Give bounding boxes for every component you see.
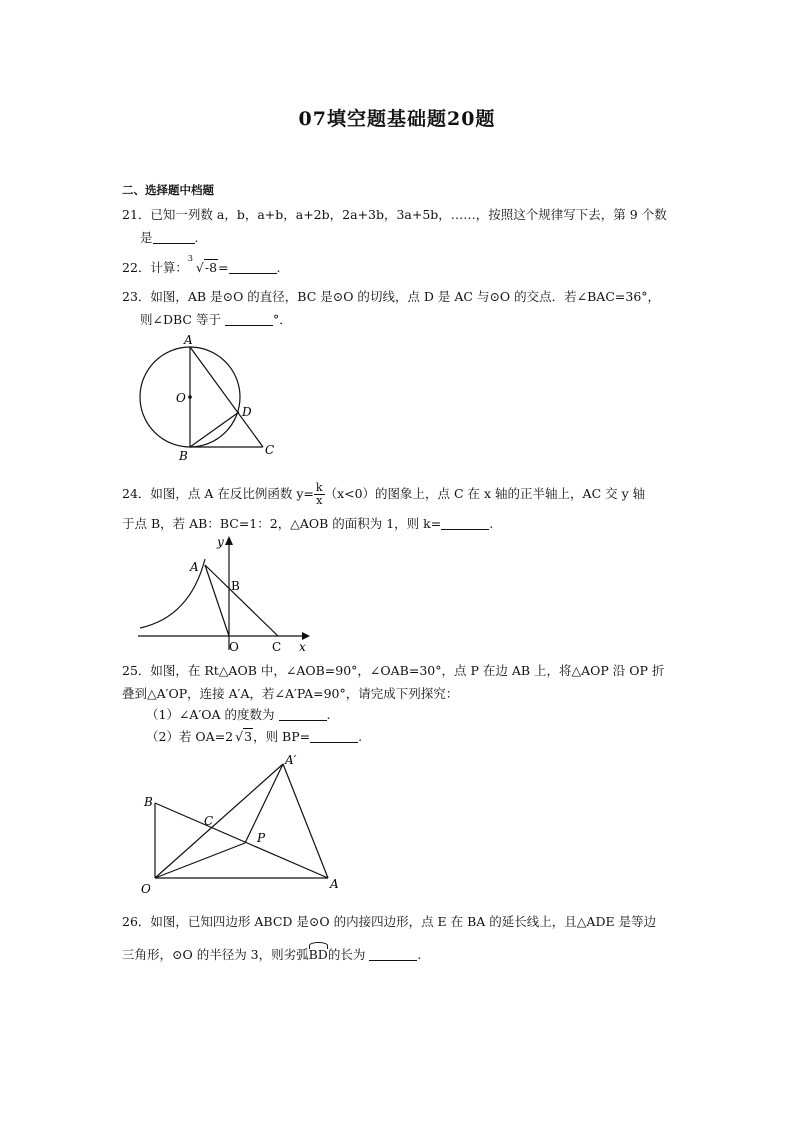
- q23-line2: [140, 310, 292, 328]
- q23-line1: 23．如图，AB 是⊙O 的直径，BC 是⊙O 的切线，点 D 是 AC 与⊙O 的交点．若∠BAC=36°，: [122, 289, 661, 304]
- q23-answer-blank[interactable]: [225, 313, 273, 326]
- q21-end: .: [194, 230, 199, 245]
- q26-text: 三角形，⊙O 的半径为 3，则劣弧: [122, 947, 309, 962]
- q25-line2: 叠到△A′OP，连接 A′A，若∠A′PA=90°，请完成下列探究：: [122, 686, 459, 701]
- q24-text3: 于点 B，若 AB：BC=1：2，△AOB 的面积为 1，则 k=: [122, 516, 442, 531]
- q21-answer-blank[interactable]: [153, 231, 195, 244]
- radicand: -8: [204, 260, 218, 275]
- q25-answer-blank-2[interactable]: [310, 730, 358, 743]
- segment-ba: [155, 803, 328, 878]
- q21-text: 是: [140, 230, 153, 245]
- q25-figure: [140, 750, 350, 898]
- q23-figure: [130, 330, 280, 465]
- label-d: D: [242, 405, 252, 419]
- q24-answer-blank[interactable]: [441, 517, 489, 530]
- label-b: B: [231, 579, 240, 593]
- radical-index: 3: [187, 254, 193, 263]
- label-o: O: [229, 640, 239, 654]
- q24-end: .: [489, 516, 494, 531]
- radicand: 3: [244, 729, 253, 744]
- label-c: C: [272, 640, 282, 654]
- page-title: 07填空题基础题20题: [298, 108, 496, 130]
- label-a1: A′: [285, 753, 297, 767]
- segment-oa1: [155, 764, 283, 878]
- segment-ao: [205, 565, 229, 636]
- label-b: B: [144, 795, 153, 809]
- radical-sign-icon: √: [195, 260, 204, 275]
- q23-end: °．: [272, 312, 292, 327]
- q22-prefix: 22．计算：: [122, 260, 188, 275]
- center-dot: [188, 395, 192, 399]
- q22-end: .: [276, 260, 281, 275]
- q25-sub2-end: .: [358, 729, 363, 744]
- segment-op: [155, 843, 245, 878]
- arc-bd: BD: [308, 947, 328, 962]
- label-o: O: [141, 882, 151, 896]
- q25-sub1-text: （1）∠A′OA 的度数为: [146, 707, 275, 722]
- q25-sub1: [146, 705, 331, 723]
- segment-bd: [190, 412, 239, 447]
- radical-sign-icon: √: [235, 729, 244, 744]
- q21-line1: 21．已知一列数 a，b，a+b，a+2b，2a+3b，3a+5b，……，按照这个规律写下去，第 9 个数: [122, 207, 667, 222]
- q26-answer-blank[interactable]: [369, 948, 417, 961]
- q24-text2: （x<0）的图象上，点 C 在 x 轴的正半轴上，AC 交 y 轴: [324, 486, 646, 501]
- q26-line1: 26．如图，已知四边形 ABCD 是⊙O 的内接四边形，点 E 在 BA 的延长线上，且△ADE 是等边: [122, 914, 657, 929]
- q22-answer-blank[interactable]: [229, 261, 277, 274]
- q25-sub2-text2: ，则 BP=: [253, 729, 311, 744]
- q24-figure: [138, 535, 318, 655]
- q23-text: 则∠DBC 等于: [140, 312, 221, 327]
- label-y: y: [217, 535, 224, 549]
- label-b: B: [179, 449, 188, 463]
- q24-line1: [122, 482, 645, 507]
- sqrt-3: [233, 729, 253, 744]
- q21-line2: [140, 228, 199, 246]
- segment-ac: [205, 565, 278, 636]
- q25-line1: 25．如图，在 Rt△AOB 中，∠AOB=90°，∠OAB=30°，点 P 在边 AB 上，将△AOP 沿 OP 折: [122, 663, 665, 678]
- label-a: A: [190, 560, 199, 574]
- label-a: A: [330, 877, 339, 891]
- q22-eq: =: [218, 260, 229, 275]
- cube-root: [187, 254, 218, 275]
- q26-line2: [122, 945, 421, 963]
- q25-sub2: [146, 727, 362, 745]
- frac-numerator: k: [315, 481, 323, 494]
- section-heading: 二、选择题中档题: [122, 183, 214, 197]
- q24-text1: 24．如图，点 A 在反比例函数 y=: [122, 486, 314, 501]
- label-o: O: [176, 391, 186, 405]
- label-c: C: [204, 814, 214, 828]
- q26-text2: 的长为: [327, 947, 366, 962]
- q25-sub2-text: （2）若 OA=2: [146, 729, 234, 744]
- x-axis-arrow-icon: [302, 632, 310, 640]
- q25-sub1-end: .: [326, 707, 331, 722]
- y-axis-arrow-icon: [225, 536, 233, 545]
- q24-line2: [122, 514, 493, 532]
- q25-answer-blank-1[interactable]: [279, 708, 327, 721]
- q22-line: [122, 254, 281, 276]
- frac-denominator: x: [316, 494, 323, 507]
- q26-end: .: [417, 947, 422, 962]
- fraction-k-over-x: [314, 482, 325, 507]
- label-p: P: [257, 831, 266, 845]
- label-x: x: [299, 640, 306, 654]
- label-a: A: [184, 333, 193, 347]
- label-c: C: [265, 443, 275, 457]
